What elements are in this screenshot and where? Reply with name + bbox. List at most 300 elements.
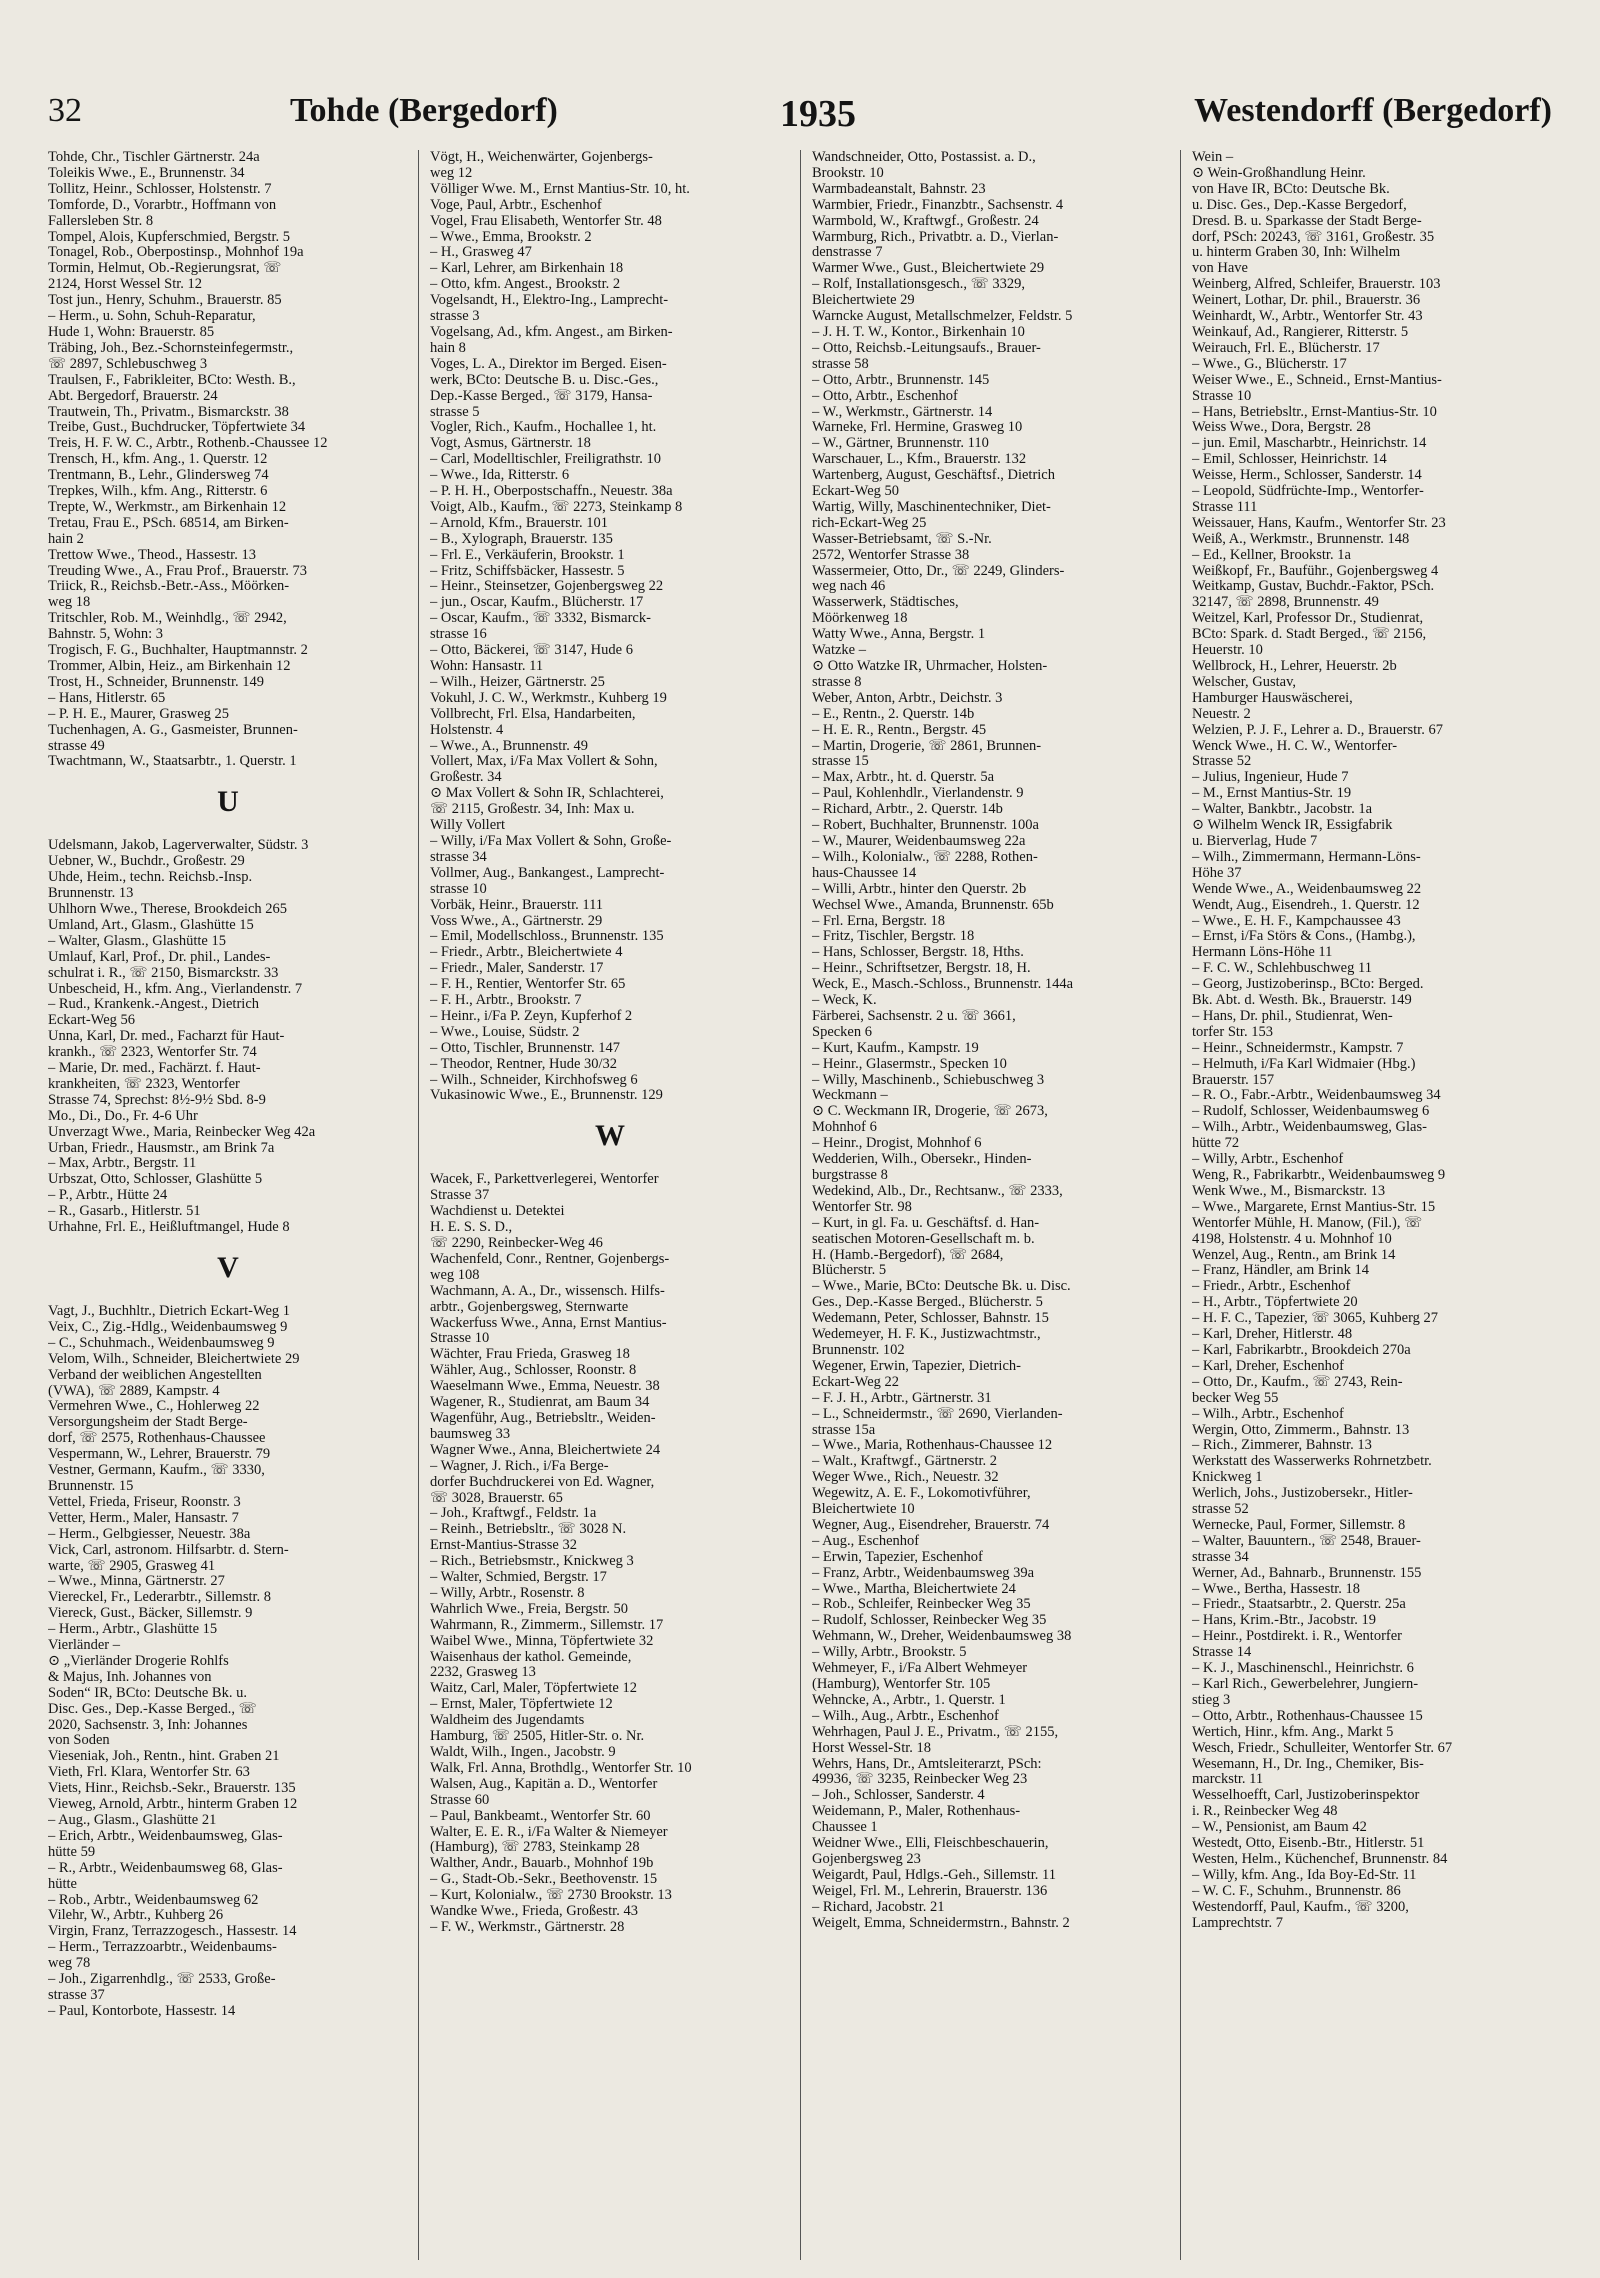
directory-entry: ⊙ C. Weckmann IR, Drogerie, ☏ 2673, xyxy=(812,1104,1048,1120)
directory-entry: ☏ 2897, Schlebuschweg 3 xyxy=(48,356,208,372)
directory-entry: 4198, Holstenstr. 4 u. Mohnhof 10 xyxy=(1192,1231,1392,1247)
directory-entry: – Rudolf, Schlosser, Reinbecker Weg 35 xyxy=(812,1613,1047,1629)
directory-entry: Eckart-Weg 56 xyxy=(48,1013,135,1029)
directory-entry: – Joh., Zigarrenhdlg., ☏ 2533, Große- xyxy=(48,1972,276,1988)
directory-entry: – H., Arbtr., Töpfertwiete 20 xyxy=(1192,1295,1358,1311)
column-divider xyxy=(1180,150,1181,2260)
directory-entry: Warncke August, Metallschmelzer, Feldstr. 5 xyxy=(812,309,1073,325)
directory-entry: – Herm., Arbtr., Glashütte 15 xyxy=(48,1622,218,1638)
directory-entry: Vettel, Frieda, Friseur, Roonstr. 3 xyxy=(48,1494,241,1510)
directory-entry: Watty Wwe., Anna, Bergstr. 1 xyxy=(812,627,986,643)
directory-entry: Weckmann – xyxy=(812,1088,888,1104)
directory-entry: Strasse 10 xyxy=(1192,388,1252,404)
directory-entry: – Willy, kfm. Ang., Ida Boy-Ed-Str. 11 xyxy=(1192,1867,1417,1883)
directory-entry: strasse 16 xyxy=(430,627,487,643)
directory-entry: Strasse 111 xyxy=(1192,499,1258,515)
directory-entry: Strasse 37 xyxy=(430,1188,490,1204)
column-2 xyxy=(430,150,790,2270)
directory-entry: Willy Vollert xyxy=(430,818,506,834)
directory-entry: & Majus, Inh. Johannes von xyxy=(48,1669,212,1685)
directory-entry: Wagner Wwe., Anna, Bleichertwiete 24 xyxy=(430,1442,661,1458)
directory-entry: – Willi, Arbtr., hinter den Querstr. 2b xyxy=(812,881,1027,897)
directory-entry: Treis, H. F. W. C., Arbtr., Rothenb.-Chaussee 12 xyxy=(48,436,328,452)
directory-entry: – Ed., Kellner, Brookstr. 1a xyxy=(1192,547,1351,563)
directory-entry: Voss Wwe., A., Gärtnerstr. 29 xyxy=(430,913,603,929)
directory-entry: – Emil, Modellschloss., Brunnenstr. 135 xyxy=(430,929,664,945)
directory-entry: Weger Wwe., Rich., Neuestr. 32 xyxy=(812,1470,999,1486)
directory-entry: Wergin, Otto, Zimmerm., Bahnstr. 13 xyxy=(1192,1422,1410,1438)
directory-entry: Waibel Wwe., Minna, Töpfertwiete 32 xyxy=(430,1633,654,1649)
directory-entry: – Rich., Zimmerer, Bahnstr. 13 xyxy=(1192,1438,1372,1454)
page-number: 32 xyxy=(48,92,82,129)
directory-entry: Trettow Wwe., Theod., Hassestr. 13 xyxy=(48,547,256,563)
directory-entry: 2572, Wentorfer Strasse 38 xyxy=(812,547,970,563)
directory-entry: Viets, Hinr., Reichsb.-Sekr., Brauerstr. 135 xyxy=(48,1781,296,1797)
directory-entry: – B., Xylograph, Brauerstr. 135 xyxy=(430,531,613,547)
directory-entry: Urhahne, Frl. E., Heißluftmangel, Hude 8 xyxy=(48,1220,290,1236)
directory-entry: Wacek, F., Parkettverlegerei, Wentorfer xyxy=(430,1172,659,1188)
directory-entry: Tomforde, D., Vorarbtr., Hoffmann von xyxy=(48,197,277,213)
directory-entry: Wehmeyer, F., i/Fa Albert Wehmeyer xyxy=(812,1661,1028,1677)
directory-entry: Wachdienst u. Detektei xyxy=(430,1204,565,1220)
directory-entry: Versorgungsheim der Stadt Berge- xyxy=(48,1415,248,1431)
directory-entry: Warmbier, Friedr., Finanzbtr., Sachsenstr. 4 xyxy=(812,197,1064,213)
directory-entry: – Herm., u. Sohn, Schuh-Reparatur, xyxy=(48,309,256,325)
directory-entry: Brunnenstr. 13 xyxy=(48,886,134,902)
directory-entry: Hermann Löns-Höhe 11 xyxy=(1192,945,1333,961)
directory-entry: – jun., Oscar, Kaufm., Blücherstr. 17 xyxy=(430,595,644,611)
directory-entry: – Rud., Krankenk.-Angest., Dietrich xyxy=(48,997,260,1013)
directory-entry: Vögt, H., Weichenwärter, Gojenbergs- xyxy=(430,150,653,165)
directory-entry: – Herm., Gelbgiesser, Neuestr. 38a xyxy=(48,1526,251,1542)
directory-entry: Weinkauf, Ad., Rangierer, Ritterstr. 5 xyxy=(1192,324,1409,340)
directory-entry: – Richard, Jacobstr. 21 xyxy=(812,1899,945,1915)
directory-entry: strasse 10 xyxy=(430,881,487,897)
directory-entry: – F. H., Rentier, Wentorfer Str. 65 xyxy=(430,977,626,993)
directory-entry: – Wwe., Louise, Südstr. 2 xyxy=(430,1024,580,1040)
directory-entry: Tuchenhagen, A. G., Gasmeister, Brunnen- xyxy=(48,722,298,738)
directory-entry: Bahnstr. 5, Wohn: 3 xyxy=(48,627,163,643)
directory-entry: Mo., Di., Do., Fr. 4-6 Uhr xyxy=(48,1108,198,1124)
directory-entry: strasse 34 xyxy=(430,849,487,865)
directory-entry: BCto: Spark. d. Stadt Berged., ☏ 2156, xyxy=(1192,627,1427,643)
directory-entry: Vogelsang, Ad., kfm. Angest., am Birken- xyxy=(430,324,673,340)
directory-entry: Walther, Andr., Bauarb., Mohnhof 19b xyxy=(430,1856,654,1872)
directory-entry: – Wagner, J. Rich., i/Fa Berge- xyxy=(430,1458,609,1474)
directory-entry: – Fritz, Tischler, Bergstr. 18 xyxy=(812,929,975,945)
column-3 xyxy=(812,150,1172,2270)
directory-entry: – Heinr., Drogist, Mohnhof 6 xyxy=(812,1136,982,1152)
directory-entry: strasse 5 xyxy=(430,404,480,420)
directory-entry: ⊙ Max Vollert & Sohn IR, Schlachterei, xyxy=(430,786,664,802)
directory-entry: – W., Maurer, Weidenbaumsweg 22a xyxy=(812,833,1026,849)
directory-entry: – Wwe., E. H. F., Kampchaussee 43 xyxy=(1192,913,1401,929)
directory-entry: krankheiten, ☏ 2323, Wentorfer xyxy=(48,1076,240,1092)
directory-entry: hütte 59 xyxy=(48,1844,96,1860)
directory-entry: marckstr. 11 xyxy=(1192,1772,1264,1788)
directory-entry: – K. J., Maschinenschl., Heinrichstr. 6 xyxy=(1192,1661,1414,1677)
directory-entry: Vukasinowic Wwe., E., Brunnenstr. 129 xyxy=(430,1088,663,1104)
directory-entry: Lamprechtstr. 7 xyxy=(1192,1915,1284,1931)
directory-entry: – Rob., Schleifer, Reinbecker Weg 35 xyxy=(812,1597,1031,1613)
directory-entry: Tonagel, Rob., Oberpostinsp., Mohnhof 19a xyxy=(48,245,304,261)
directory-entry: Wahrmann, R., Zimmerm., Sillemstr. 17 xyxy=(430,1617,664,1633)
directory-entry: Soden“ IR, BCto: Deutsche Bk. u. xyxy=(48,1685,247,1701)
directory-entry: – F. W., Werkmstr., Gärtnerstr. 28 xyxy=(430,1919,625,1935)
directory-entry: – Rolf, Installationsgesch., ☏ 3329, xyxy=(812,277,1026,293)
directory-entry: weg 12 xyxy=(430,165,473,181)
directory-entry: – Theodor, Rentner, Hude 30/32 xyxy=(430,1056,618,1072)
directory-entry: Trepte, W., Werkmstr., am Birkenhain 12 xyxy=(48,499,287,515)
directory-entry: – Martin, Drogerie, ☏ 2861, Brunnen- xyxy=(812,738,1042,754)
directory-entry: ☏ 2115, Großestr. 34, Inh: Max u. xyxy=(430,802,635,818)
directory-entry: Strasse 74, Sprechst: 8½-9½ Sbd. 8-9 xyxy=(48,1092,266,1108)
directory-entry: – Wwe., G., Blücherstr. 17 xyxy=(1192,356,1347,372)
directory-entry: – H., Grasweg 47 xyxy=(430,245,532,261)
directory-entry: Vespermann, W., Lehrer, Brauerstr. 79 xyxy=(48,1447,271,1463)
directory-entry: – P., Arbtr., Hütte 24 xyxy=(48,1188,168,1204)
directory-entry: Heuerstr. 10 xyxy=(1192,643,1263,659)
directory-entry: – Friedr., Arbtr., Bleichertwiete 4 xyxy=(430,945,623,961)
directory-entry: Waldt, Wilh., Ingen., Jacobstr. 9 xyxy=(430,1745,616,1760)
directory-entry: – Otto, Arbtr., Rothenhaus-Chaussee 15 xyxy=(1192,1708,1423,1724)
directory-entry: Chaussee 1 xyxy=(812,1820,878,1836)
directory-entry: – Heinr., Schneidermstr., Kampstr. 7 xyxy=(1192,1040,1404,1056)
directory-entry: – Frl. Erna, Bergstr. 18 xyxy=(812,913,946,929)
directory-entry: Wenk Wwe., M., Bismarckstr. 13 xyxy=(1192,1183,1386,1199)
directory-entry: u. hinterm Graben 30, Inh: Wilhelm xyxy=(1192,245,1401,261)
directory-entry: – Hans, Krim.-Btr., Jacobstr. 19 xyxy=(1192,1613,1377,1629)
directory-entry: – Walter, Schmied, Bergstr. 17 xyxy=(430,1570,607,1586)
directory-entry: – Richard, Arbtr., 2. Querstr. 14b xyxy=(812,802,1003,818)
directory-entry: – Willy, Maschinenb., Schiebuschweg 3 xyxy=(812,1072,1045,1088)
directory-entry: – Otto, Arbtr., Eschenhof xyxy=(812,388,958,404)
directory-entry: – Karl, Fabrikarbtr., Brookdeich 270a xyxy=(1192,1342,1411,1358)
directory-entry: – Walt., Kraftwgf., Gärtnerstr. 2 xyxy=(812,1454,998,1470)
directory-entry: Möörkenweg 18 xyxy=(812,611,908,627)
directory-entry: Strasse 60 xyxy=(430,1792,490,1808)
directory-entry: Weiß, A., Werkmstr., Brunnenstr. 148 xyxy=(1192,531,1410,547)
directory-entry: ⊙ „Vierländer Drogerie Rohlfs xyxy=(48,1653,229,1669)
directory-entry: Abt. Bergedorf, Brauerstr. 24 xyxy=(48,388,218,404)
directory-entry: Viereck, Gust., Bäcker, Sillemstr. 9 xyxy=(48,1606,253,1622)
directory-entry: torfer Str. 153 xyxy=(1192,1024,1273,1040)
directory-entry: Wedderien, Wilh., Obersekr., Hinden- xyxy=(812,1152,1032,1168)
directory-entry: Wechsel Wwe., Amanda, Brunnenstr. 65b xyxy=(812,897,1054,913)
directory-entry: Hamburger Hauswäscherei, xyxy=(1192,690,1353,706)
directory-entry: – Wilh., Arbtr., Weidenbaumsweg, Glas- xyxy=(1192,1120,1427,1136)
directory-entry: – Wilh., Kolonialw., ☏ 2288, Rothen- xyxy=(812,849,1038,865)
directory-entry: strasse 34 xyxy=(1192,1549,1249,1565)
directory-entry: – Rob., Arbtr., Weidenbaumsweg 62 xyxy=(48,1892,259,1908)
directory-entry: Weidner Wwe., Elli, Fleischbeschauerin, xyxy=(812,1836,1049,1852)
directory-entry: – Max, Arbtr., ht. d. Querstr. 5a xyxy=(812,770,995,786)
directory-entry: Wehmann, W., Dreher, Weidenbaumsweg 38 xyxy=(812,1629,1072,1645)
section-letter: W xyxy=(595,1119,625,1153)
directory-entry: Westendorff, Paul, Kaufm., ☏ 3200, xyxy=(1192,1899,1409,1915)
directory-entry: Weigel, Frl. M., Lehrerin, Brauerstr. 136 xyxy=(812,1883,1048,1899)
directory-entry: – Marie, Dr. med., Fachärzt. f. Haut- xyxy=(48,1061,261,1077)
directory-entry: Weitzel, Karl, Professor Dr., Studienrat, xyxy=(1192,611,1424,627)
directory-entry: Weinhardt, W., Arbtr., Wentorfer Str. 43 xyxy=(1192,309,1423,325)
directory-entry: Dep.-Kasse Berged., ☏ 3179, Hansa- xyxy=(430,388,653,404)
directory-entry: Wähler, Aug., Schlosser, Roonstr. 8 xyxy=(430,1363,637,1379)
directory-entry: – Herm., Terrazzoarbtr., Weidenbaums- xyxy=(48,1940,277,1956)
directory-entry: Weiser Wwe., E., Schneid., Ernst-Mantius- xyxy=(1192,372,1442,388)
directory-entry: Wahrlich Wwe., Freia, Bergstr. 50 xyxy=(430,1601,629,1617)
column-1 xyxy=(48,150,408,2270)
directory-entry: hain 8 xyxy=(430,340,466,356)
directory-entry: Eckart-Weg 22 xyxy=(812,1374,899,1390)
directory-entry: – Willy, Arbtr., Eschenhof xyxy=(1192,1152,1344,1168)
directory-entry: Wende Wwe., A., Weidenbaumsweg 22 xyxy=(1192,881,1422,897)
directory-entry: Warmer Wwe., Gust., Bleichertwiete 29 xyxy=(812,261,1045,277)
directory-entry: – C., Schuhmach., Weidenbaumsweg 9 xyxy=(48,1335,275,1351)
directory-entry: ☏ 3028, Brauerstr. 65 xyxy=(430,1490,563,1506)
directory-entry: – Wwe., Marie, BCto: Deutsche Bk. u. Disc. xyxy=(812,1279,1071,1295)
directory-entry: Trommer, Albin, Heiz., am Birkenhain 12 xyxy=(48,659,291,674)
directory-entry: Wasserwerk, Städtisches, xyxy=(812,595,959,611)
directory-entry: Voigt, Alb., Kaufm., ☏ 2273, Steinkamp 8 xyxy=(430,499,683,515)
directory-entry: Ernst-Mantius-Strasse 32 xyxy=(430,1538,577,1554)
directory-entry: – Otto, kfm. Angest., Brookstr. 2 xyxy=(430,277,621,293)
directory-entry: – Ernst, i/Fa Störs & Cons., (Hambg.), xyxy=(1192,929,1416,945)
directory-entry: hütte xyxy=(48,1876,77,1892)
directory-entry: Wenck Wwe., H. C. W., Wentorfer- xyxy=(1192,738,1398,754)
directory-entry: – Joh., Schlosser, Sanderstr. 4 xyxy=(812,1788,985,1804)
directory-entry: Tompel, Alois, Kupferschmied, Bergstr. 5 xyxy=(48,229,290,245)
directory-entry: warte, ☏ 2905, Grasweg 41 xyxy=(48,1558,216,1574)
directory-entry: baumsweg 33 xyxy=(430,1426,511,1442)
directory-entry: – Kurt, in gl. Fa. u. Geschäftsf. d. Han- xyxy=(812,1215,1040,1231)
directory-entry: Wagenführ, Aug., Betriebsltr., Weiden- xyxy=(430,1410,656,1426)
directory-entry: Wachenfeld, Conr., Rentner, Gojenbergs- xyxy=(430,1251,670,1267)
directory-entry: Hude 1, Wohn: Brauerstr. 85 xyxy=(48,324,215,340)
directory-entry: – Karl Rich., Gewerbelehrer, Jungiern- xyxy=(1192,1677,1419,1692)
directory-entry: Warschauer, L., Kfm., Brauerstr. 132 xyxy=(812,452,1027,468)
directory-entry: hütte 72 xyxy=(1192,1136,1240,1152)
directory-entry: ⊙ Wein-Großhandlung Heinr. xyxy=(1192,165,1366,181)
directory-entry: Watzke – xyxy=(812,643,866,659)
directory-entry: – F. J. H., Arbtr., Gärtnerstr. 31 xyxy=(812,1390,992,1406)
directory-entry: Brauerstr. 157 xyxy=(1192,1072,1275,1088)
directory-entry: Vetter, Herm., Maler, Hansastr. 7 xyxy=(48,1510,239,1526)
directory-entry: von Soden xyxy=(48,1733,110,1749)
directory-entry: seatischen Motoren-Gesellschaft m. b. xyxy=(812,1231,1035,1247)
directory-entry: – Otto, Bäckerei, ☏ 3147, Hude 6 xyxy=(430,643,633,659)
directory-entry: Trensch, H., kfm. Ang., 1. Querstr. 12 xyxy=(48,452,268,468)
directory-entry: Weber, Anton, Arbtr., Deichstr. 3 xyxy=(812,690,1003,706)
directory-entry: Trepkes, Wilh., kfm. Ang., Ritterstr. 6 xyxy=(48,484,268,500)
directory-entry: 2020, Sachsenstr. 3, Inh: Johannes xyxy=(48,1717,248,1733)
directory-entry: Wendt, Aug., Eisendreh., 1. Querstr. 12 xyxy=(1192,897,1420,913)
directory-entry: Voge, Paul, Arbtr., Eschenhof xyxy=(430,197,602,213)
directory-entry: – Walter, Glasm., Glashütte 15 xyxy=(48,933,226,949)
directory-entry: Walter, E. E. R., i/Fa Walter & Niemeyer xyxy=(430,1824,668,1840)
directory-entry: – Ernst, Maler, Töpfertwiete 12 xyxy=(430,1697,613,1713)
directory-entry: Umland, Art., Glasm., Glashütte 15 xyxy=(48,917,254,933)
directory-entry: – Karl, Dreher, Eschenhof xyxy=(1192,1358,1345,1374)
directory-entry: Tormin, Helmut, Ob.-Regierungsrat, ☏ xyxy=(48,261,282,277)
directory-entry: Wagener, R., Studienrat, am Baum 34 xyxy=(430,1395,650,1411)
directory-entry: Bleichertwiete 10 xyxy=(812,1502,915,1518)
directory-entry: – Otto, Dr., Kaufm., ☏ 2743, Rein- xyxy=(1192,1374,1403,1390)
directory-entry: Uebner, W., Buchdr., Großestr. 29 xyxy=(48,854,245,870)
directory-entry: – Wilh., Schneider, Kirchhofsweg 6 xyxy=(430,1072,638,1088)
directory-entry: Mohnhof 6 xyxy=(812,1120,877,1136)
directory-entry: – Max, Arbtr., Bergstr. 11 xyxy=(48,1156,197,1172)
directory-entry: Dresd. B. u. Sparkasse der Stadt Berge- xyxy=(1192,213,1422,229)
directory-entry: Vogler, Rich., Kaufm., Hochallee 1, ht. xyxy=(430,420,657,436)
directory-entry: strasse 49 xyxy=(48,738,105,754)
directory-entry: – Joh., Kraftwgf., Feldstr. 1a xyxy=(430,1506,597,1522)
directory-entry: Uhde, Heim., techn. Reichsb.-Insp. xyxy=(48,870,253,886)
directory-entry: Wegener, Erwin, Tapezier, Dietrich- xyxy=(812,1358,1021,1374)
directory-entry: – Wilh., Arbtr., Eschenhof xyxy=(1192,1406,1344,1422)
directory-entry: Trost, H., Schneider, Brunnenstr. 149 xyxy=(48,674,264,690)
directory-entry: – Arnold, Kfm., Brauerstr. 101 xyxy=(430,515,609,531)
directory-entry: Wächter, Frau Frieda, Grasweg 18 xyxy=(430,1347,630,1363)
directory-entry: Unbescheid, H., kfm. Ang., Vierlandenstr. 7 xyxy=(48,981,303,997)
directory-entry: Vestner, Germann, Kaufm., ☏ 3330, xyxy=(48,1463,265,1479)
directory-entry: Wentorfer Str. 98 xyxy=(812,1199,912,1215)
directory-entry: – W., Pensionist, am Baum 42 xyxy=(1192,1820,1367,1836)
directory-entry: Wesch, Friedr., Schulleiter, Wentorfer Str. 67 xyxy=(1192,1740,1453,1756)
directory-entry: – Franz, Arbtr., Weidenbaumsweg 39a xyxy=(812,1565,1035,1581)
directory-entry: – Fritz, Schiffsbäcker, Hassestr. 5 xyxy=(430,563,625,579)
directory-entry: – Kurt, Kolonialw., ☏ 2730 Brookstr. 13 xyxy=(430,1888,672,1904)
directory-entry: rich-Eckart-Weg 25 xyxy=(812,515,927,531)
directory-entry: – Wwe., Margarete, Ernst Mantius-Str. 15 xyxy=(1192,1199,1436,1215)
directory-entry: Wedekind, Alb., Dr., Rechtsanw., ☏ 2333, xyxy=(812,1183,1063,1199)
directory-entry: – Rich., Betriebsmstr., Knickweg 3 xyxy=(430,1554,634,1570)
directory-entry: – Heinr., Schriftsetzer, Bergstr. 18, H. xyxy=(812,961,1031,977)
directory-entry: Waeselmann Wwe., Emma, Neuestr. 38 xyxy=(430,1379,660,1395)
directory-entry: Welscher, Gustav, xyxy=(1192,674,1297,690)
directory-entry: Werner, Ad., Bahnarb., Brunnenstr. 155 xyxy=(1192,1565,1422,1581)
directory-entry: Strasse 14 xyxy=(1192,1645,1252,1661)
directory-entry: – Helmuth, i/Fa Karl Widmaier (Hbg.) xyxy=(1192,1056,1416,1072)
directory-entry: – R., Gasarb., Hitlerstr. 51 xyxy=(48,1204,201,1220)
directory-entry: Warmbold, W., Kraftwgf., Großestr. 24 xyxy=(812,213,1039,229)
directory-entry: Weitkamp, Gustav, Buchdr.-Faktor, PSch. xyxy=(1192,579,1435,595)
directory-entry: Unverzagt Wwe., Maria, Reinbecker Weg 42a xyxy=(48,1124,316,1140)
directory-entry: Welzien, P. J. F., Lehrer a. D., Brauerstr. 67 xyxy=(1192,722,1443,738)
directory-entry: strasse 3 xyxy=(430,309,480,325)
directory-entry: – jun. Emil, Mascharbtr., Heinrichstr. 14 xyxy=(1192,436,1427,452)
directory-entry: Velom, Wilh., Schneider, Bleichertwiete 29 xyxy=(48,1351,300,1367)
directory-entry: 2232, Grasweg 13 xyxy=(430,1665,536,1681)
directory-entry: Werlich, Johs., Justizobersekr., Hitler- xyxy=(1192,1486,1413,1502)
directory-entry: dorf, ☏ 2575, Rothenhaus-Chaussee xyxy=(48,1431,266,1447)
directory-entry: – Wwe., Bertha, Hassestr. 18 xyxy=(1192,1581,1361,1597)
directory-entry: Umlauf, Karl, Prof., Dr. phil., Landes- xyxy=(48,949,271,965)
directory-entry: H. E. S. S. D., xyxy=(430,1220,513,1236)
directory-entry: – Paul, Kontorbote, Hassestr. 14 xyxy=(48,2003,236,2019)
directory-entry: – G., Stadt-Ob.-Sekr., Beethovenstr. 15 xyxy=(430,1872,658,1888)
directory-entry: Horst Wessel-Str. 18 xyxy=(812,1740,931,1756)
directory-entry: Wehrs, Hans, Dr., Amtsleiterarzt, PSch: xyxy=(812,1756,1042,1772)
directory-entry: Wartig, Willy, Maschinentechniker, Diet- xyxy=(812,499,1051,515)
directory-entry: Walk, Frl. Anna, Brothdlg., Wentorfer Str. 10 xyxy=(430,1760,692,1776)
directory-entry: – Wilh., Aug., Arbtr., Eschenhof xyxy=(812,1708,999,1724)
directory-entry: – P. H. H., Oberpostschaffn., Neuestr. 38a xyxy=(430,484,673,500)
directory-entry: Brunnenstr. 102 xyxy=(812,1342,905,1358)
directory-entry: Vermehren Wwe., C., Hohlerweg 22 xyxy=(48,1399,260,1415)
directory-entry: Waitz, Carl, Maler, Töpfertwiete 12 xyxy=(430,1681,637,1697)
directory-entry: Tohde, Chr., Tischler Gärtnerstr. 24a xyxy=(48,150,260,165)
directory-entry: 2124, Horst Wessel Str. 12 xyxy=(48,277,203,293)
directory-entry: Weidemann, P., Maler, Rothenhaus- xyxy=(812,1804,1021,1820)
directory-entry: i. R., Reinbecker Weg 48 xyxy=(1192,1804,1338,1820)
directory-entry: Vierländer – xyxy=(48,1638,120,1654)
directory-entry: Holstenstr. 4 xyxy=(430,722,504,738)
directory-entry: – Walter, Bankbtr., Jacobstr. 1a xyxy=(1192,802,1373,818)
directory-entry: werk, BCto: Deutsche B. u. Disc.-Ges., xyxy=(430,372,659,388)
directory-entry: Warmburg, Rich., Privatbtr. a. D., Vierlan- xyxy=(812,229,1059,245)
directory-entry: weg 78 xyxy=(48,1956,91,1972)
directory-entry: Uhlhorn Wwe., Therese, Brookdeich 265 xyxy=(48,901,288,917)
directory-entry: Traulsen, F., Fabrikleiter, BCto: Westh. B., xyxy=(48,372,296,388)
directory-entry: – Walter, Bauuntern., ☏ 2548, Brauer- xyxy=(1192,1533,1421,1549)
directory-entry: Weissauer, Hans, Kaufm., Wentorfer Str. 23 xyxy=(1192,515,1446,531)
directory-entry: Wernecke, Paul, Former, Sillemstr. 8 xyxy=(1192,1517,1406,1533)
directory-entry: – Julius, Ingenieur, Hude 7 xyxy=(1192,770,1349,786)
directory-entry: – Rudolf, Schlosser, Weidenbaumsweg 6 xyxy=(1192,1104,1430,1120)
directory-entry: – Friedr., Arbtr., Eschenhof xyxy=(1192,1279,1351,1295)
directory-entry: Vieseniak, Joh., Rentn., hint. Graben 21 xyxy=(48,1749,280,1765)
directory-entry: Bk. Abt. d. Westh. Bk., Brauerstr. 149 xyxy=(1192,993,1412,1009)
directory-entry: – F. H., Arbtr., Brookstr. 7 xyxy=(430,993,582,1009)
directory-entry: – Hans, Schlosser, Bergstr. 18, Hths. xyxy=(812,945,1024,961)
directory-entry: haus-Chaussee 14 xyxy=(812,865,917,881)
directory-entry: – Frl. E., Verkäuferin, Brookstr. 1 xyxy=(430,547,625,563)
directory-entry: Weinberg, Alfred, Schleifer, Brauerstr. 103 xyxy=(1192,277,1441,293)
directory-entry: – H. E. R., Rentn., Bergstr. 45 xyxy=(812,722,987,738)
directory-entry: – Franz, Händler, am Brink 14 xyxy=(1192,1263,1370,1279)
directory-entry: – Robert, Buchhalter, Brunnenstr. 100a xyxy=(812,818,1039,834)
directory-entry: – Erwin, Tapezier, Eschenhof xyxy=(812,1549,983,1565)
directory-entry: Vilehr, W., Arbtr., Kuhberg 26 xyxy=(48,1908,224,1924)
directory-entry: Wein – xyxy=(1192,150,1234,165)
directory-entry: Knickweg 1 xyxy=(1192,1470,1263,1486)
directory-entry: – Wwe., Minna, Gärtnerstr. 27 xyxy=(48,1574,225,1590)
directory-entry: Westedt, Otto, Eisenb.-Btr., Hitlerstr. 51 xyxy=(1192,1836,1425,1852)
directory-entry: strasse 15a xyxy=(812,1422,876,1438)
directory-entry: Tost jun., Henry, Schuhm., Brauerstr. 85 xyxy=(48,293,282,309)
directory-entry: – Aug., Eschenhof xyxy=(812,1533,920,1549)
directory-entry: becker Weg 55 xyxy=(1192,1390,1279,1406)
directory-entry: Unna, Karl, Dr. med., Facharzt für Haut- xyxy=(48,1029,285,1045)
directory-entry: strasse 37 xyxy=(48,1987,105,2003)
directory-entry: – Friedr., Staatsarbtr., 2. Querstr. 25a xyxy=(1192,1597,1406,1613)
directory-entry: Wassermeier, Otto, Dr., ☏ 2249, Glinders- xyxy=(812,563,1065,579)
directory-entry: – Hans, Dr. phil., Studienrat, Wen- xyxy=(1192,1008,1393,1024)
directory-entry: Twachtmann, W., Staatsarbtr., 1. Querstr. 1 xyxy=(48,754,297,770)
directory-entry: – Friedr., Maler, Sanderstr. 17 xyxy=(430,961,604,977)
directory-entry: – Wilh., Zimmermann, Hermann-Löns- xyxy=(1192,849,1421,865)
directory-entry: von Have xyxy=(1192,261,1248,277)
directory-entry: – Karl, Dreher, Hitlerstr. 48 xyxy=(1192,1327,1353,1343)
directory-entry: Vagt, J., Buchhltr., Dietrich Eckart-Weg 1 xyxy=(48,1304,291,1319)
directory-entry: Wedemeyer, H. F. K., Justizwachtmstr., xyxy=(812,1327,1041,1343)
directory-entry: 49936, ☏ 3235, Reinbecker Weg 23 xyxy=(812,1772,1028,1788)
directory-entry: von Have IR, BCto: Deutsche Bk. xyxy=(1192,181,1390,197)
column-4 xyxy=(1192,150,1552,2270)
directory-entry: (VWA), ☏ 2889, Kampstr. 4 xyxy=(48,1383,220,1399)
directory-entry: Virgin, Franz, Terrazzogesch., Hassestr. 14 xyxy=(48,1924,297,1940)
directory-entry: Weinert, Lothar, Dr. phil., Brauerstr. 36 xyxy=(1192,293,1421,309)
